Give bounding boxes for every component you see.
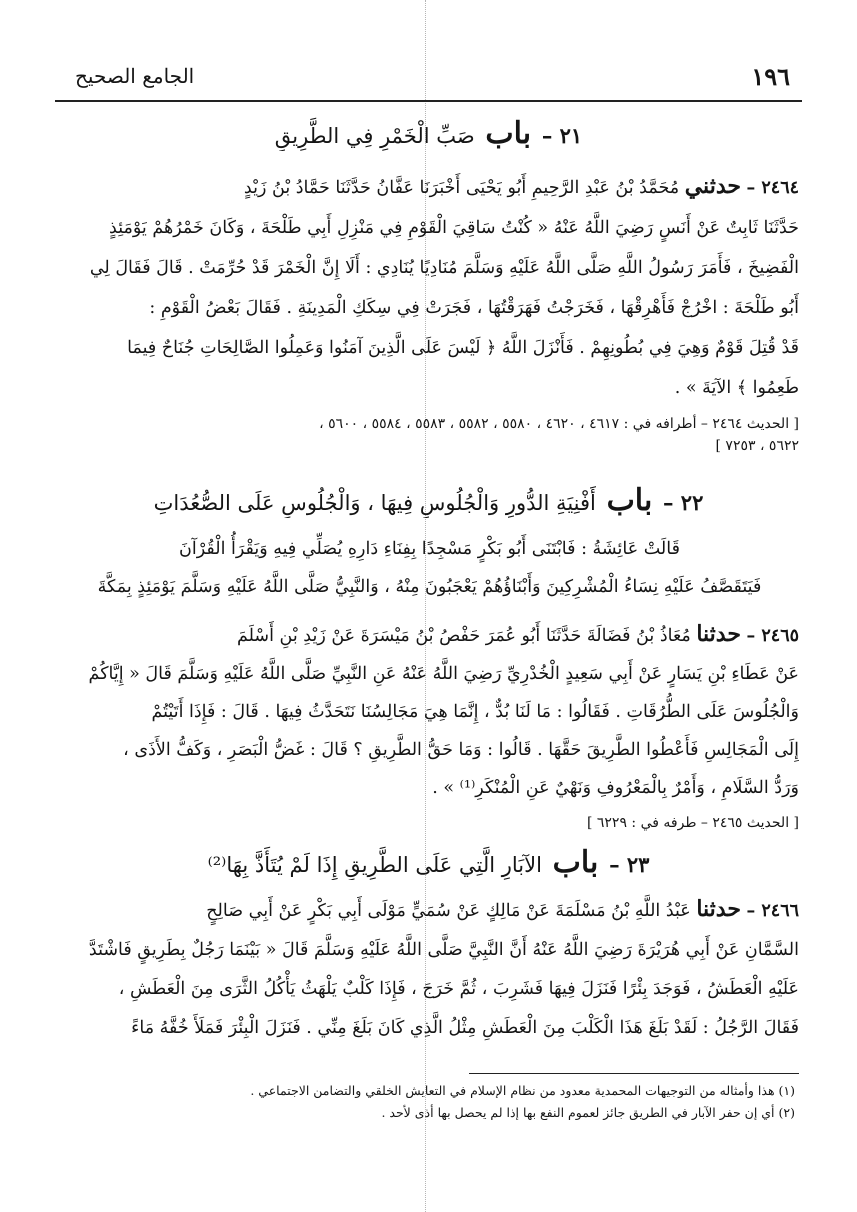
hadith-opening-word: حدثني — [684, 173, 741, 199]
chapter-heading: صَبِّ الْخَمْرِ فِي الطَّرِيقِ — [274, 124, 475, 148]
hadith-line: ٢٤٦٦ – حدثنا عَبْدُ اللَّهِ بْنُ مَسْلَمَةَ عَنْ مَالِكٍ عَنْ سُمَيٍّ مَوْلَى أَبِي بَكْرٍ عَنْ أَبِي صَالِحٍ — [206, 896, 799, 922]
hadith-line: عَنْ عَطَاءِ بْنِ يَسَارٍ عَنْ أَبِي سَعِيدٍ الْخُدْرِيِّ رَضِيَ اللَّهُ عَنْهُ عَنِ النَّبِيِّ صَلَّى اللَّهُ عَلَيْهِ وَسَلَّمَ قَالَ « إِيَّاكُمْ — [88, 664, 799, 684]
hadith-opening-word: حدثنا — [696, 896, 741, 922]
hadith-line: الْفَضِيخَ ، فَأَمَرَ رَسُولُ اللَّهِ صَلَّى اللَّهُ عَلَيْهِ وَسَلَّمَ مُنَادِيًا يُنَادِي : أَلَا إِنَّ الْخَمْرَ قَدْ حُرِّمَتْ . قَالَ فَقَالَ لِي — [89, 258, 799, 278]
chapter-heading: الآبَارِ الَّتِي عَلَى الطَّرِيقِ إِذَا لَمْ يُتَأَذَّ بِهَا⁽²⁾ — [207, 853, 542, 877]
chapter-number: ٢٢ – — [662, 490, 704, 515]
hadith-line: إِلَى الْمَجَالِسِ فَأَعْطُوا الطَّرِيقَ حَقَّهَا . قَالُوا : وَمَا حَقُّ الطَّرِيقِ ؟ قَالَ : غَضُّ الْبَصَرِ ، وَكَفُّ الأَذَى ، — [123, 740, 799, 760]
hadith-line: وَرَدُّ السَّلَامِ ، وَأَمْرٌ بِالْمَعْرُوفِ وَنَهْيٌ عَنِ الْمُنْكَرِ⁽¹⁾ » . — [432, 778, 799, 798]
book-title: الجامع الصحيح — [75, 64, 195, 88]
hadith-line: وَالْجُلُوسَ عَلَى الطُّرُقَاتِ . فَقَالُوا : مَا لَنَا بُدٌّ ، إِنَّمَا هِيَ مَجَالِسُنَا نَتَحَدَّثُ فِيهَا . قَالَ : فَإِذَا أَتَيْتُمْ — [151, 702, 799, 722]
chapter-bab: باب — [606, 484, 653, 518]
hadith-opening-word: حدثنا — [696, 621, 741, 647]
hadith-line: أَبُو طَلْحَةَ : اخْرُجْ فَأَهْرِقْهَا ، فَخَرَجْتُ فَهَرَقْتُهَا ، فَجَرَتْ فِي سِكَكِ الْمَدِينَةِ . فَقَالَ بَعْضُ الْقَوْمِ : — [149, 298, 799, 318]
chapter-bab: باب — [552, 846, 599, 880]
hadith-line: السَّمَّانِ عَنْ أَبِي هُرَيْرَةَ رَضِيَ اللَّهُ عَنْهُ أَنَّ النَّبِيَّ صَلَّى اللَّهُ عَلَيْهِ وَسَلَّمَ قَالَ « بَيْنَمَا رَجُلٌ بِطَرِيقٍ فَاشْتَدَّ — [88, 940, 799, 960]
hadith-line: طَعِمُوا ﴾ الآيَةَ » . — [674, 378, 799, 398]
chapter-22-title — [60, 484, 797, 518]
chapter-bab: باب — [485, 117, 532, 151]
hadith-line: قَدْ قُتِلَ قَوْمٌ وَهِيَ فِي بُطُونِهِمْ . فَأَنْزَلَ اللَّهُ ﴿ لَيْسَ عَلَى الَّذِينَ آمَنُوا وَعَمِلُوا الصَّالِحَاتِ جُنَاحٌ فِيمَا — [127, 338, 799, 358]
hadith-2464-refs: [ الحديث ٢٤٦٤ – أطرافه في : ٤٦١٧ ، ٤٦٢٠ ، ٥٥٨٠ ، ٥٥٨٢ ، ٥٥٨٣ ، ٥٥٨٤ ، ٥٦٠٠ ، ٥٦٢٢ ، ٧٢٥٣ ] — [319, 416, 799, 454]
hadith-number: ٢٤٦٤ – — [746, 178, 799, 198]
hadith-number: ٢٤٦٥ – — [746, 626, 799, 646]
page-number: ١٩٦ — [751, 62, 790, 91]
hadith-line: ٢٤٦٥ – حدثنا مُعَاذُ بْنُ فَضَالَةَ حَدَّثَنَا أَبُو عُمَرَ حَفْصُ بْنُ مَيْسَرَةَ عَنْ زَيْدِ بْنِ أَسْلَمَ — [236, 621, 799, 647]
chapter-23-title — [60, 846, 797, 880]
hadith-line: فَقَالَ الرَّجُلُ : لَقَدْ بَلَغَ هَذَا الْكَلْبَ مِنَ الْعَطَشِ مِثْلُ الَّذِي كَانَ بَلَغَ مِنِّي . فَنَزَلَ الْبِئْرَ فَمَلَأَ خُفَّهُ مَاءً — [131, 1018, 799, 1038]
chapter-21-title — [60, 117, 797, 151]
footnotes — [80, 1080, 795, 1124]
hadith-line: ٢٤٦٤ – حدثني مُحَمَّدُ بْنُ عَبْدِ الرَّحِيمِ أَبُو يَحْيَى أَخْبَرَنَا عَفَّانُ حَدَّثَنَا حَمَّادُ بْنُ زَيْدٍ — [243, 173, 799, 199]
header-rule — [55, 100, 802, 102]
page-header — [55, 62, 802, 102]
chapter-heading: أَفْنِيَةِ الدُّورِ وَالْجُلُوسِ فِيهَا ، وَالْجُلُوسِ عَلَى الصُّعُدَاتِ — [153, 491, 596, 515]
footnote-1: (١) هذا وأمثاله من التوجيهات المحمدية معدود من نظام الإسلام في التعايش الخلقي والتضامن الاجتماعي . — [250, 1083, 795, 1098]
hadith-2466 — [60, 890, 799, 1048]
footnote-rule — [469, 1073, 799, 1074]
hadith-line: حَدَّثَنَا ثَابِتٌ عَنْ أَنَسٍ رَضِيَ اللَّهُ عَنْهُ « كُنْتُ سَاقِيَ الْقَوْمِ فِي مَنْزِلِ أَبِي طَلْحَةَ ، وَكَانَ خَمْرُهُمْ يَوْمَئِذٍ — [109, 218, 799, 238]
footnote-2: (٢) أي إن حفر الآبار في الطريق جائز لعموم النفع بها إذا لم يحصل بها أذى لأحد . — [381, 1105, 795, 1120]
hadith-2465 — [60, 615, 799, 807]
hadith-number: ٢٤٦٦ – — [746, 901, 799, 921]
hadith-2465-refs: [ الحديث ٢٤٦٥ – طرفه في : ٦٢٢٩ ] — [586, 815, 799, 831]
hadith-line: عَلَيْهِ الْعَطَشُ ، فَوَجَدَ بِئْرًا فَنَزَلَ فِيهَا فَشَرِبَ ، ثُمَّ خَرَجَ ، فَإِذَا كَلْبٌ يَلْهَثُ يَأْكُلُ الثَّرَى مِنَ الْعَطَشِ ، — [118, 979, 799, 999]
chapter-number: ٢٣ – — [609, 852, 650, 877]
hadith-2464 — [60, 166, 799, 408]
chapter-22-intro: قَالَتْ عَائِشَةُ : فَابْتَنَى أَبُو بَكْرٍ مَسْجِدًا بِفِنَاءِ دَارِهِ يُصَلِّي فِيهِ وَيَقْرَأُ الْقُرْآنَ فَيَتَقَصَّفُ عَلَيْهِ نِسَاءُ الْمُشْرِكِينَ وَأَبْنَاؤُهُمْ يَعْجَبُونَ مِنْهُ ، وَالنَّبِيُّ صَلَّى اللَّهُ عَلَيْهِ وَسَلَّمَ يَوْمَئِذٍ بِمَكَّةَ — [97, 539, 762, 597]
chapter-number: ٢١ – — [541, 123, 583, 148]
